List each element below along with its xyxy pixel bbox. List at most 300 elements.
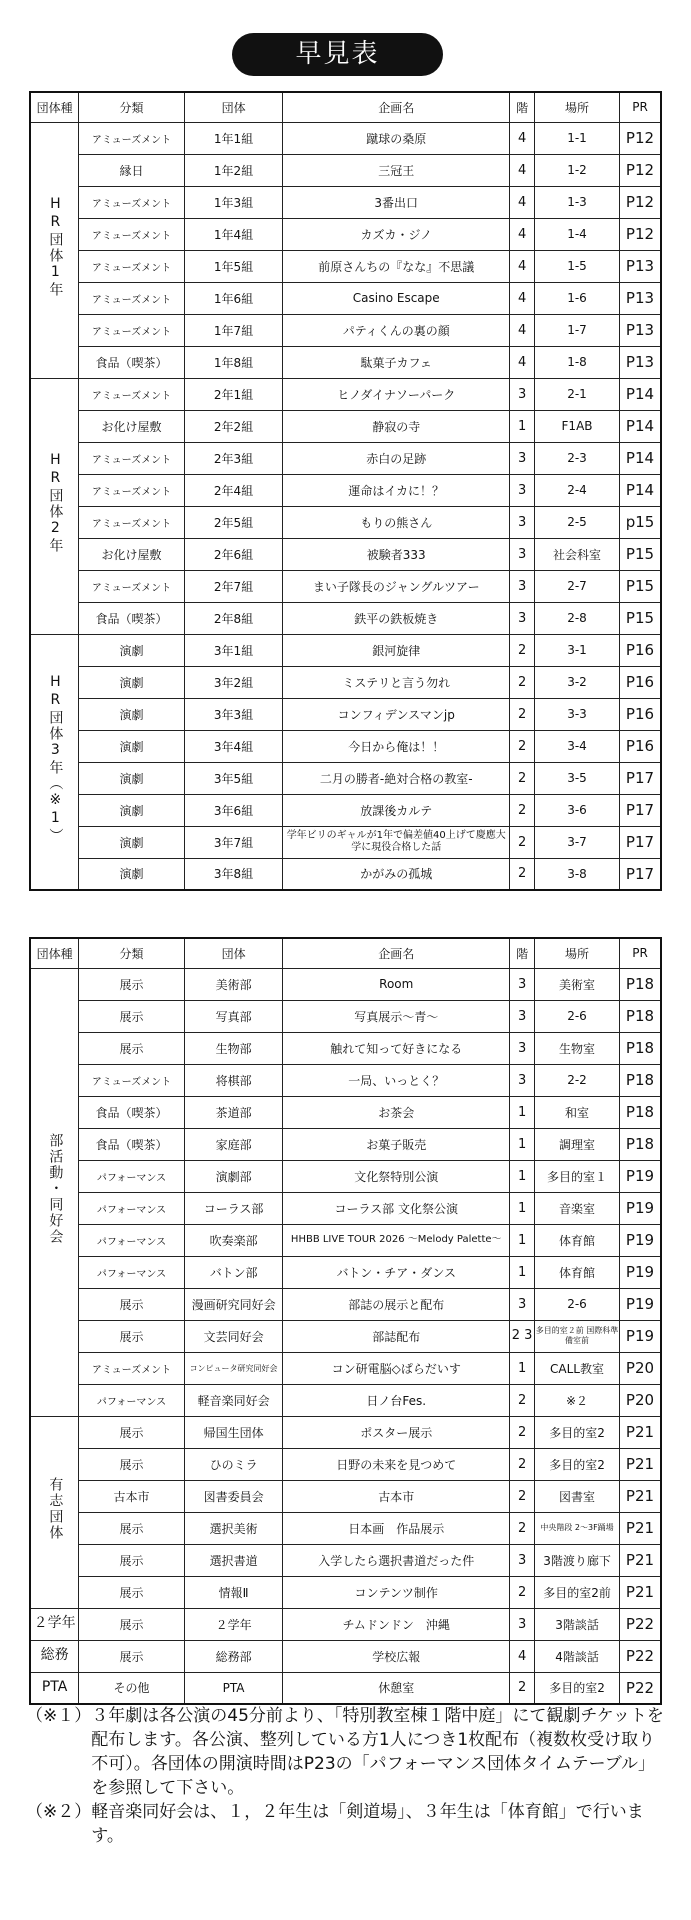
cell-name: 赤白の足跡 <box>283 442 510 474</box>
cell-place: 3-7 <box>535 826 620 858</box>
cell-org: 2年7組 <box>184 570 282 602</box>
column-header: 団体種 <box>30 92 79 122</box>
cell-name: 放課後カルテ <box>283 794 510 826</box>
cell-pr: P19 <box>620 1160 662 1192</box>
table-row <box>30 826 661 858</box>
cell-cat: 展示 <box>79 1576 185 1608</box>
cell-name: 部誌の展示と配布 <box>283 1288 510 1320</box>
cell-place: 多目的室2 <box>535 1448 620 1480</box>
cell-place: 4階談話 <box>535 1640 620 1672</box>
cell-org: 将棋部 <box>184 1064 282 1096</box>
cell-pr: P18 <box>620 1032 662 1064</box>
column-header: 階 <box>510 938 535 968</box>
column-header: PR <box>620 938 662 968</box>
schedule-table-hr <box>29 91 662 891</box>
cell-floor: 2 <box>510 1480 535 1512</box>
cell-floor: 1 <box>510 1352 535 1384</box>
cell-org: 3年5組 <box>184 762 282 794</box>
cell-cat: 演劇 <box>79 634 185 666</box>
cell-cat: アミューズメント <box>79 1352 185 1384</box>
cell-cat: 展示 <box>79 1288 185 1320</box>
cell-floor: 1 <box>510 1160 535 1192</box>
cell-floor: 2 3 <box>510 1320 535 1352</box>
cell-org: 2年4組 <box>184 474 282 506</box>
cell-floor: 4 <box>510 346 535 378</box>
table-row <box>30 314 661 346</box>
table-row <box>30 1000 661 1032</box>
cell-pr: P13 <box>620 314 662 346</box>
cell-name: 二月の勝者-絶対合格の教室- <box>283 762 510 794</box>
cell-floor: 3 <box>510 1064 535 1096</box>
cell-name: チムドンドン 沖縄 <box>283 1608 510 1640</box>
table-row <box>30 634 661 666</box>
cell-name: 文化祭特別公演 <box>283 1160 510 1192</box>
cell-org: 選択書道 <box>184 1544 282 1576</box>
group-label <box>30 122 79 378</box>
table-row <box>30 282 661 314</box>
cell-org: 総務部 <box>184 1640 282 1672</box>
cell-floor: 3 <box>510 442 535 474</box>
cell-org: 写真部 <box>184 1000 282 1032</box>
cell-floor: 2 <box>510 666 535 698</box>
column-header: PR <box>620 92 662 122</box>
table-row <box>30 1416 661 1448</box>
cell-place: 体育館 <box>535 1256 620 1288</box>
cell-org: コンピュータ研究同好会 <box>184 1352 282 1384</box>
cell-name: 入学したら選択書道だった件 <box>283 1544 510 1576</box>
cell-pr: P16 <box>620 666 662 698</box>
table-row <box>30 410 661 442</box>
cell-org: 漫画研究同好会 <box>184 1288 282 1320</box>
table-row <box>30 1512 661 1544</box>
cell-cat: アミューズメント <box>79 186 185 218</box>
table-row <box>30 1096 661 1128</box>
cell-pr: P19 <box>620 1224 662 1256</box>
table-row <box>30 122 661 154</box>
table-row <box>30 1672 661 1704</box>
cell-name: 鉄平の鉄板焼き <box>283 602 510 634</box>
cell-name: 運命はイカに！？ <box>283 474 510 506</box>
cell-name: 三冠王 <box>283 154 510 186</box>
cell-cat: 演劇 <box>79 794 185 826</box>
cell-org: ひのミラ <box>184 1448 282 1480</box>
cell-place: 3-2 <box>535 666 620 698</box>
cell-cat: 展示 <box>79 1544 185 1576</box>
cell-place: 2-7 <box>535 570 620 602</box>
cell-floor: 3 <box>510 1000 535 1032</box>
cell-pr: P21 <box>620 1512 662 1544</box>
table-row <box>30 506 661 538</box>
cell-org: 帰国生団体 <box>184 1416 282 1448</box>
cell-cat: 食品（喫茶） <box>79 1096 185 1128</box>
cell-cat: アミューズメント <box>79 218 185 250</box>
cell-name: カズカ・ジノ <box>283 218 510 250</box>
group-label-text: HR団体1年 <box>47 196 64 299</box>
cell-org: 2年1組 <box>184 378 282 410</box>
cell-cat: パフォーマンス <box>79 1192 185 1224</box>
cell-cat: 展示 <box>79 1448 185 1480</box>
cell-pr: P14 <box>620 474 662 506</box>
table-row <box>30 250 661 282</box>
cell-cat: パフォーマンス <box>79 1256 185 1288</box>
cell-name: 触れて知って好きになる <box>283 1032 510 1064</box>
cell-name: ミステリと言う勿れ <box>283 666 510 698</box>
group-label <box>30 1416 79 1608</box>
table-row <box>30 1384 661 1416</box>
cell-pr: P18 <box>620 1096 662 1128</box>
cell-pr: p15 <box>620 506 662 538</box>
cell-place: 1-5 <box>535 250 620 282</box>
cell-place: 3-8 <box>535 858 620 890</box>
cell-place: 2-8 <box>535 602 620 634</box>
group-label-text: 有志団体 <box>47 1477 64 1542</box>
cell-floor: 2 <box>510 1512 535 1544</box>
cell-place: 2-4 <box>535 474 620 506</box>
cell-org: 選択美術 <box>184 1512 282 1544</box>
cell-pr: P20 <box>620 1352 662 1384</box>
cell-place: CALL教室 <box>535 1352 620 1384</box>
cell-org: 1年8組 <box>184 346 282 378</box>
table-row <box>30 1576 661 1608</box>
cell-org: 茶道部 <box>184 1096 282 1128</box>
cell-cat: アミューズメント <box>79 474 185 506</box>
cell-place: 3-3 <box>535 698 620 730</box>
table-row <box>30 1608 661 1640</box>
column-header: 団体 <box>184 92 282 122</box>
cell-place: 多目的室２前 国際科準備室前 <box>535 1320 620 1352</box>
table-row <box>30 794 661 826</box>
cell-name: 一局、いっとく？ <box>283 1064 510 1096</box>
cell-name: 写真展示～青～ <box>283 1000 510 1032</box>
column-header: 分類 <box>79 92 185 122</box>
cell-cat: アミューズメント <box>79 570 185 602</box>
table-row <box>30 570 661 602</box>
cell-place: F1AB <box>535 410 620 442</box>
cell-pr: P17 <box>620 826 662 858</box>
cell-place: 2-3 <box>535 442 620 474</box>
cell-cat: アミューズメント <box>79 1064 185 1096</box>
footnote-1 <box>26 1704 666 1800</box>
cell-cat: 展示 <box>79 1640 185 1672</box>
cell-floor: 4 <box>510 282 535 314</box>
cell-floor: 3 <box>510 1032 535 1064</box>
cell-floor: 2 <box>510 730 535 762</box>
cell-cat: 演劇 <box>79 666 185 698</box>
cell-cat: 展示 <box>79 1416 185 1448</box>
column-header: 団体 <box>184 938 282 968</box>
cell-cat: 展示 <box>79 1512 185 1544</box>
table-row <box>30 1320 661 1352</box>
cell-cat: 演劇 <box>79 858 185 890</box>
cell-floor: 2 <box>510 826 535 858</box>
cell-place: 調理室 <box>535 1128 620 1160</box>
cell-name: 古本市 <box>283 1480 510 1512</box>
cell-cat: 演劇 <box>79 762 185 794</box>
cell-org: 1年2組 <box>184 154 282 186</box>
cell-org: 1年6組 <box>184 282 282 314</box>
cell-name: ポスター展示 <box>283 1416 510 1448</box>
cell-pr: P16 <box>620 730 662 762</box>
cell-cat: アミューズメント <box>79 122 185 154</box>
cell-cat: 食品（喫茶） <box>79 602 185 634</box>
cell-name: コーラス部 文化祭公演 <box>283 1192 510 1224</box>
table-row <box>30 762 661 794</box>
page-title: 早見表 <box>232 33 443 76</box>
cell-name: コンフィデンスマンjp <box>283 698 510 730</box>
cell-pr: P21 <box>620 1576 662 1608</box>
cell-org: 2年2組 <box>184 410 282 442</box>
cell-cat: 演劇 <box>79 826 185 858</box>
cell-name: お菓子販売 <box>283 1128 510 1160</box>
cell-pr: P20 <box>620 1384 662 1416</box>
cell-cat: 展示 <box>79 1000 185 1032</box>
cell-name: Casino Escape <box>283 282 510 314</box>
cell-org: 2年5組 <box>184 506 282 538</box>
group-label <box>30 1672 79 1704</box>
cell-name: コン研電脳◇ぱらだいす <box>283 1352 510 1384</box>
cell-floor: 3 <box>510 1544 535 1576</box>
table-row <box>30 1256 661 1288</box>
cell-place: 和室 <box>535 1096 620 1128</box>
cell-org: 2年8組 <box>184 602 282 634</box>
cell-org: 図書委員会 <box>184 1480 282 1512</box>
group-label <box>30 968 79 1416</box>
cell-org: 2年6組 <box>184 538 282 570</box>
table-row <box>30 154 661 186</box>
cell-place: 3階渡り廊下 <box>535 1544 620 1576</box>
cell-org: 美術部 <box>184 968 282 1000</box>
footnotes <box>26 1704 666 1848</box>
table-row <box>30 666 661 698</box>
cell-pr: P19 <box>620 1256 662 1288</box>
cell-floor: 1 <box>510 1096 535 1128</box>
cell-pr: P13 <box>620 250 662 282</box>
cell-floor: 2 <box>510 1416 535 1448</box>
group-label-text: ２学年 <box>33 1615 76 1632</box>
cell-floor: 3 <box>510 1608 535 1640</box>
group-label <box>30 378 79 634</box>
cell-name: 静寂の寺 <box>283 410 510 442</box>
cell-place: 1-7 <box>535 314 620 346</box>
cell-place: 1-1 <box>535 122 620 154</box>
table-row <box>30 474 661 506</box>
group-label-text: 総務 <box>40 1647 69 1664</box>
cell-org: バトン部 <box>184 1256 282 1288</box>
table-row <box>30 730 661 762</box>
table-row <box>30 1544 661 1576</box>
table-row <box>30 1064 661 1096</box>
cell-pr: P15 <box>620 570 662 602</box>
cell-pr: P19 <box>620 1192 662 1224</box>
footnote-mark: （※１） <box>26 1706 92 1726</box>
cell-floor: 2 <box>510 794 535 826</box>
cell-cat: 展示 <box>79 1032 185 1064</box>
cell-pr: P13 <box>620 282 662 314</box>
cell-pr: P14 <box>620 410 662 442</box>
cell-pr: P21 <box>620 1448 662 1480</box>
cell-cat: パフォーマンス <box>79 1160 185 1192</box>
cell-name: 日本画 作品展示 <box>283 1512 510 1544</box>
cell-place: 3-5 <box>535 762 620 794</box>
cell-pr: P16 <box>620 698 662 730</box>
group-label-text: PTA <box>41 1679 68 1695</box>
cell-pr: P22 <box>620 1640 662 1672</box>
cell-floor: 2 <box>510 1384 535 1416</box>
cell-name: 今日から俺は！！ <box>283 730 510 762</box>
cell-name: まい子隊長のジャングルツアー <box>283 570 510 602</box>
cell-cat: 演劇 <box>79 730 185 762</box>
table-row <box>30 858 661 890</box>
column-header: 企画名 <box>283 92 510 122</box>
cell-place: 多目的室2 <box>535 1416 620 1448</box>
cell-cat: アミューズメント <box>79 314 185 346</box>
cell-place: 1-6 <box>535 282 620 314</box>
cell-pr: P21 <box>620 1544 662 1576</box>
cell-org: 3年7組 <box>184 826 282 858</box>
cell-pr: P15 <box>620 602 662 634</box>
cell-floor: 4 <box>510 314 535 346</box>
cell-pr: P17 <box>620 858 662 890</box>
cell-floor: 4 <box>510 154 535 186</box>
cell-cat: 演劇 <box>79 698 185 730</box>
cell-org: 1年4組 <box>184 218 282 250</box>
cell-floor: 2 <box>510 858 535 890</box>
cell-floor: 4 <box>510 218 535 250</box>
cell-name: バトン・チア・ダンス <box>283 1256 510 1288</box>
cell-pr: P22 <box>620 1672 662 1704</box>
table-row <box>30 186 661 218</box>
group-label <box>30 1640 79 1672</box>
cell-place: ※２ <box>535 1384 620 1416</box>
cell-name: 蹴球の桑原 <box>283 122 510 154</box>
cell-place: 美術室 <box>535 968 620 1000</box>
cell-org: 文芸同好会 <box>184 1320 282 1352</box>
cell-name: 3番出口 <box>283 186 510 218</box>
cell-cat: パフォーマンス <box>79 1384 185 1416</box>
cell-cat: お化け屋敷 <box>79 538 185 570</box>
cell-org: 3年6組 <box>184 794 282 826</box>
cell-org: 3年8組 <box>184 858 282 890</box>
cell-floor: 3 <box>510 968 535 1000</box>
cell-org: 1年5組 <box>184 250 282 282</box>
cell-org: 家庭部 <box>184 1128 282 1160</box>
cell-floor: 3 <box>510 506 535 538</box>
cell-cat: 展示 <box>79 968 185 1000</box>
column-header: 場所 <box>535 938 620 968</box>
cell-place: 2-6 <box>535 1288 620 1320</box>
cell-org: 演劇部 <box>184 1160 282 1192</box>
cell-cat: アミューズメント <box>79 250 185 282</box>
cell-org: 1年3組 <box>184 186 282 218</box>
cell-name: 日野の未来を見つめて <box>283 1448 510 1480</box>
cell-floor: 2 <box>510 1672 535 1704</box>
cell-name: 被験者333 <box>283 538 510 570</box>
cell-place: 多目的室１ <box>535 1160 620 1192</box>
cell-place: 2-2 <box>535 1064 620 1096</box>
cell-cat: 古本市 <box>79 1480 185 1512</box>
cell-place: 1-3 <box>535 186 620 218</box>
cell-floor: 4 <box>510 122 535 154</box>
table-row <box>30 1640 661 1672</box>
cell-name: お茶会 <box>283 1096 510 1128</box>
cell-org: コーラス部 <box>184 1192 282 1224</box>
cell-place: 3-1 <box>535 634 620 666</box>
cell-floor: 3 <box>510 570 535 602</box>
cell-pr: P19 <box>620 1288 662 1320</box>
table-row <box>30 1448 661 1480</box>
cell-pr: P21 <box>620 1480 662 1512</box>
cell-name: もりの熊さん <box>283 506 510 538</box>
cell-pr: P18 <box>620 1064 662 1096</box>
table-row <box>30 968 661 1000</box>
cell-pr: P18 <box>620 968 662 1000</box>
cell-pr: P21 <box>620 1416 662 1448</box>
column-header: 階 <box>510 92 535 122</box>
cell-pr: P17 <box>620 794 662 826</box>
cell-org: PTA <box>184 1672 282 1704</box>
table-row <box>30 1128 661 1160</box>
cell-pr: P22 <box>620 1608 662 1640</box>
cell-pr: P14 <box>620 442 662 474</box>
cell-floor: 4 <box>510 1640 535 1672</box>
cell-place: 2-1 <box>535 378 620 410</box>
cell-pr: P18 <box>620 1128 662 1160</box>
cell-place: 音楽室 <box>535 1192 620 1224</box>
cell-cat: 食品（喫茶） <box>79 1128 185 1160</box>
cell-pr: P12 <box>620 186 662 218</box>
footnote-text: 軽音楽同好会は、１，２年生は「剣道場」、３年生は「体育館」で行います。 <box>91 1802 644 1846</box>
cell-pr: P13 <box>620 346 662 378</box>
cell-org: ２学年 <box>184 1608 282 1640</box>
table-row <box>30 346 661 378</box>
cell-org: 吹奏楽部 <box>184 1224 282 1256</box>
cell-floor: 2 <box>510 1448 535 1480</box>
cell-place: 中央階段 2～3F踊場 <box>535 1512 620 1544</box>
column-header: 企画名 <box>283 938 510 968</box>
cell-place: 2-5 <box>535 506 620 538</box>
cell-org: 3年3組 <box>184 698 282 730</box>
cell-pr: P19 <box>620 1320 662 1352</box>
table-row <box>30 602 661 634</box>
cell-floor: 1 <box>510 1128 535 1160</box>
table-row <box>30 538 661 570</box>
cell-floor: 1 <box>510 1256 535 1288</box>
cell-org: 1年1組 <box>184 122 282 154</box>
cell-place: 生物室 <box>535 1032 620 1064</box>
cell-floor: 1 <box>510 410 535 442</box>
cell-place: 3階談話 <box>535 1608 620 1640</box>
cell-org: 3年4組 <box>184 730 282 762</box>
group-label <box>30 634 79 890</box>
cell-org: 軽音楽同好会 <box>184 1384 282 1416</box>
cell-pr: P18 <box>620 1000 662 1032</box>
table-row <box>30 1480 661 1512</box>
cell-place: 1-4 <box>535 218 620 250</box>
footnote-text: ３年劇は各公演の45分前より、「特別教室棟１階中庭」にて観劇チケットを配布します。各公演、整列している方1人につき1枚配布（複数枚受け取り不可）。各団体の開演時間はP23の「パフォーマンス団体タイムテーブル」を参照して下さい。 <box>91 1706 664 1798</box>
cell-org: 3年2組 <box>184 666 282 698</box>
cell-pr: P12 <box>620 218 662 250</box>
cell-floor: 2 <box>510 698 535 730</box>
cell-name: コンテンツ制作 <box>283 1576 510 1608</box>
cell-place: 1-8 <box>535 346 620 378</box>
cell-name: 日ノ台Fes. <box>283 1384 510 1416</box>
cell-floor: 3 <box>510 602 535 634</box>
cell-cat: 展示 <box>79 1608 185 1640</box>
table-row <box>30 1160 661 1192</box>
cell-name: かがみの孤城 <box>283 858 510 890</box>
cell-pr: P14 <box>620 378 662 410</box>
cell-name: 学校広報 <box>283 1640 510 1672</box>
